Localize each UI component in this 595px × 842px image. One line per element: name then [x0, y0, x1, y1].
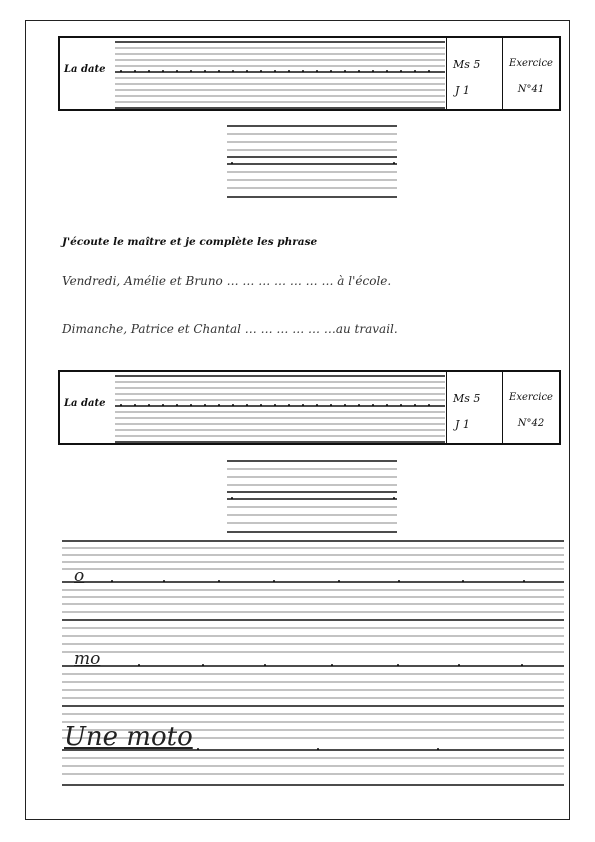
- ms-label: Ms 5: [453, 392, 481, 405]
- ms-cell: [446, 38, 502, 109]
- instruction-text: J'écoute le maître et je complète les phrase: [62, 236, 318, 248]
- exercise-label: Exercice: [509, 58, 553, 69]
- j-label: J 1: [455, 418, 470, 431]
- j-label: J 1: [455, 84, 470, 97]
- exercise-number: N°42: [517, 418, 545, 429]
- model-letter-o: o: [74, 566, 85, 586]
- date-label: La date: [64, 398, 106, 409]
- writing-lines-block-2[interactable]: [227, 459, 397, 535]
- sentence-1: Vendredi, Amélie et Bruno … … … … … … … à l'école.: [62, 274, 392, 288]
- ms-label: Ms 5: [453, 58, 481, 71]
- model-words-une-moto: Une moto: [64, 722, 193, 752]
- date-label: La date: [64, 64, 106, 75]
- handwriting-practice-lines[interactable]: [62, 540, 564, 790]
- date-writing-lines[interactable]: [115, 372, 498, 443]
- exercise-header-1: [58, 36, 561, 111]
- model-syllable-mo: mo: [74, 649, 101, 669]
- exercise-header-2: [58, 370, 561, 445]
- exercise-cell: [502, 372, 559, 443]
- exercise-number: N°41: [517, 84, 545, 95]
- exercise-label: Exercice: [509, 392, 553, 403]
- writing-lines-block-1[interactable]: [227, 124, 397, 200]
- sentence-2: Dimanche, Patrice et Chantal … … … … … …au travail.: [62, 322, 398, 336]
- date-writing-lines[interactable]: [115, 38, 498, 109]
- exercise-cell: [502, 38, 559, 109]
- ms-cell: [446, 372, 502, 443]
